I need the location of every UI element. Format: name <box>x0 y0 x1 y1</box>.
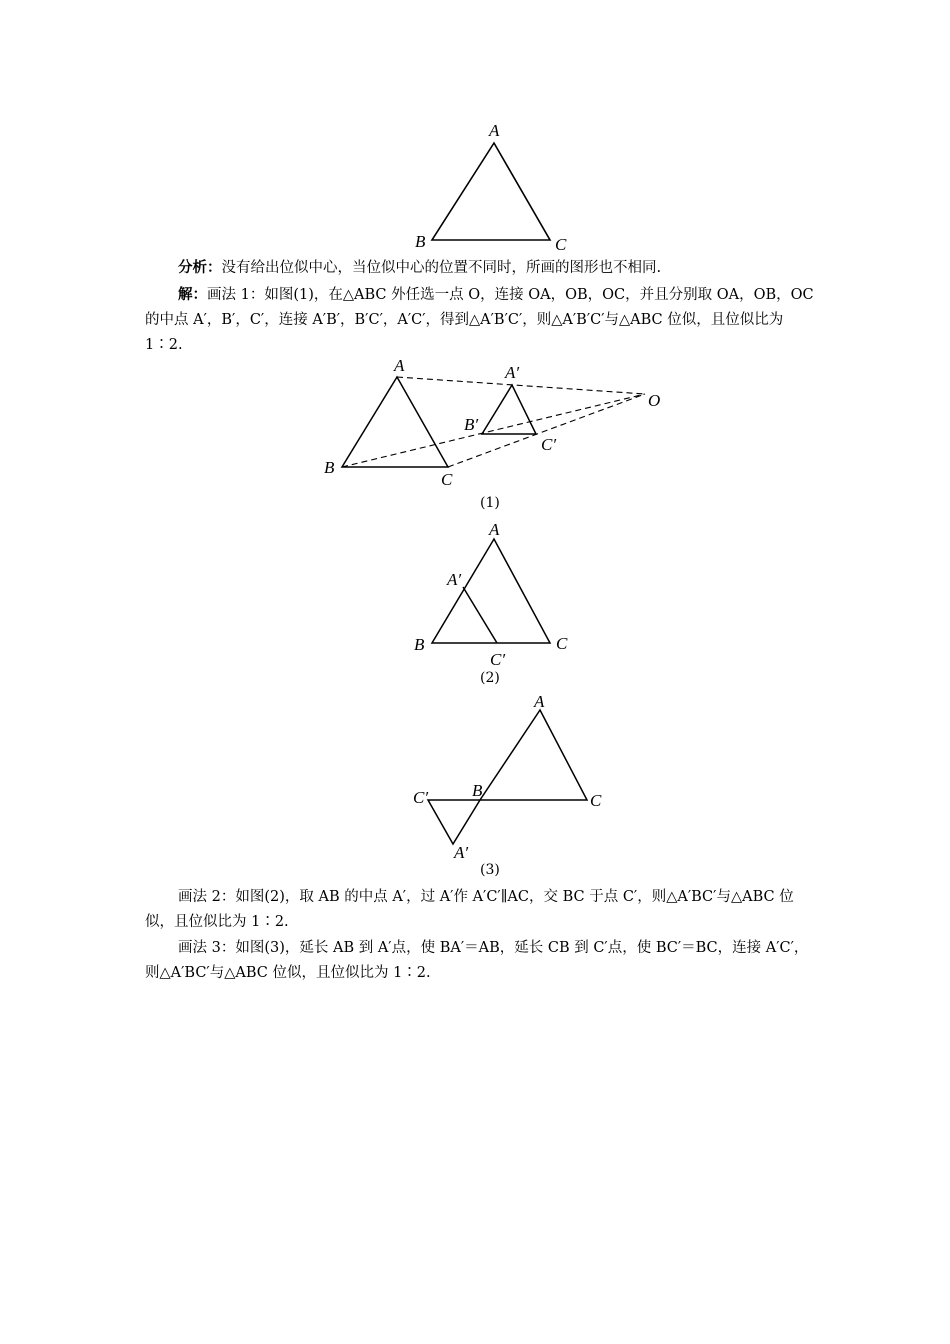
label-a: A <box>489 520 500 539</box>
label-a: A <box>489 121 500 140</box>
dashed-ob <box>342 394 645 467</box>
label-b: B <box>414 635 425 654</box>
analysis-text: 没有给出位似中心，当位似中心的位置不同时，所画的图形也不相同. <box>221 260 662 276</box>
label-a: A <box>394 356 405 375</box>
triangle-abc <box>432 143 550 240</box>
analysis-paragraph <box>145 255 815 281</box>
figure-1-caption: (1) <box>480 495 500 511</box>
method-2-paragraph: 画法 2：如图(2)，取 AB 的中点 A′，过 A′作 A′C′∥AC，交 BC 于点 C′，则△A′BC′与△ABC 位似，且位似比为 1∶2. <box>145 889 794 930</box>
triangle-abc <box>480 710 587 800</box>
label-c-prime: C′ <box>541 435 557 454</box>
label-b: B <box>472 781 483 800</box>
label-c: C <box>590 791 602 810</box>
figure-2-caption: (2) <box>480 670 500 686</box>
figure-3 <box>0 690 950 865</box>
label-c: C <box>555 235 567 254</box>
label-a: A <box>534 692 545 711</box>
label-c-prime: C′ <box>413 788 429 807</box>
triangle-abc <box>342 377 448 467</box>
dashed-oa <box>397 377 645 394</box>
label-b-prime: B′ <box>464 415 479 434</box>
segment-a1c1 <box>463 587 497 643</box>
solution-text: 画法 1：如图(1)，在△ABC 外任选一点 O，连接 OA，OB，OC，并且分别取 OA，OB，OC 的中点 A′，B′，C′，连接 A′B′，B′C′，A′C′，得到△A′B′C′，则△A′B′C′与△ABC 位似，且位似比为 1∶2. <box>145 287 814 353</box>
method-3-paragraph: 画法 3：如图(3)，延长 AB 到 A′点，使 BA′＝AB，延长 CB 到 C′点，使 BC′＝BC，连接 A′C′，则△A′BC′与△ABC 位似，且位似比为 1∶2. <box>145 940 809 981</box>
label-c-prime: C′ <box>490 650 506 669</box>
label-a-prime: A′ <box>454 843 469 862</box>
figure-triangle-abc <box>0 0 950 260</box>
triangle-a1bc1 <box>428 800 480 844</box>
analysis-label: 分析： <box>178 259 222 276</box>
solution-paragraph <box>145 282 815 358</box>
triangle-abc <box>432 539 550 643</box>
figure-2 <box>0 515 950 675</box>
label-a-prime: A′ <box>505 363 520 382</box>
label-c: C <box>556 634 568 653</box>
solution-label: 解： <box>178 286 207 303</box>
label-a-prime: A′ <box>447 570 462 589</box>
figure-1 <box>0 355 950 515</box>
label-c: C <box>441 470 453 489</box>
label-o: O <box>648 391 661 410</box>
label-b: B <box>324 458 335 477</box>
figure-3-caption: (3) <box>480 862 500 878</box>
label-b: B <box>415 232 426 251</box>
